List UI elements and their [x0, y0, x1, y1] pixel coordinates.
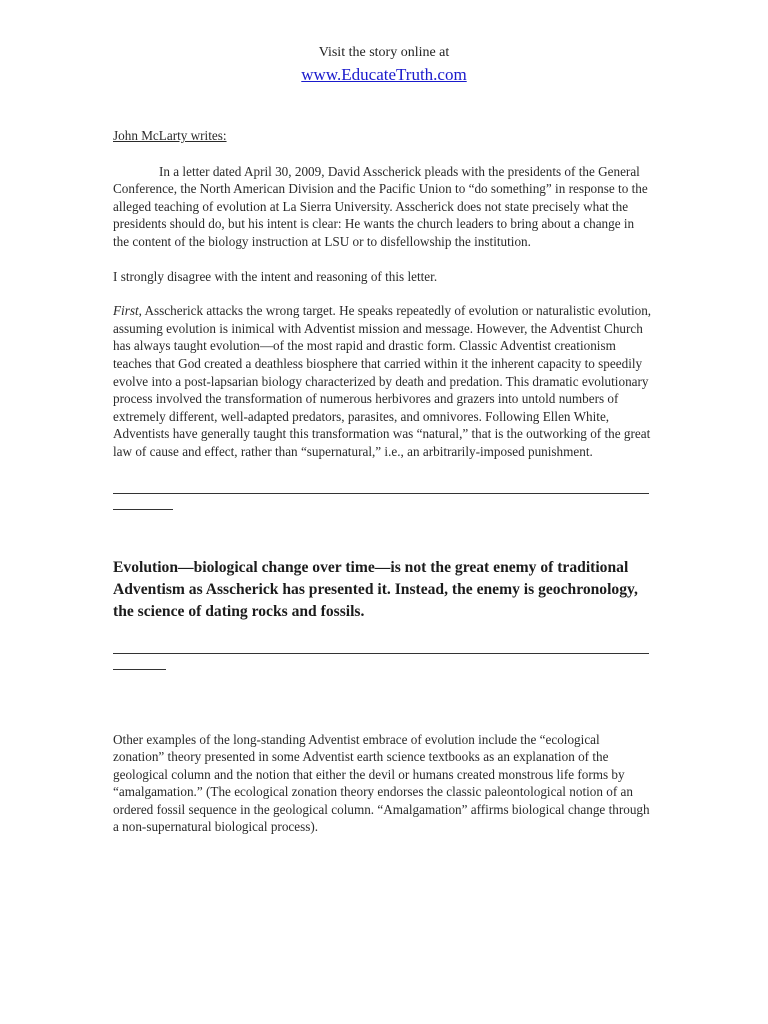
paragraph-1: In a letter dated April 30, 2009, David Asscherick pleads with the presidents of the General Conference, the North American Division and the Pacific Union to “do something” in response to the alleged teaching of evolution at La Sierra University. Asscherick does not state precisely what the presidents should do, but his intent is clear: He wants the church leaders to bring about a change in the content of the biology instruction at LSU or to disfellowship the institution. — [113, 163, 648, 249]
paragraph-3 — [113, 302, 653, 460]
header — [0, 44, 768, 86]
divider-line-short — [113, 669, 166, 670]
divider-bottom — [113, 653, 653, 679]
divider-line — [113, 493, 649, 494]
paragraph-3-lead: First — [113, 303, 139, 319]
divider-line — [113, 653, 649, 654]
pull-quote: Evolution—biological change over time—is not the great enemy of traditional Adventism as Asscherick has presented it. Instead, the enemy is geochronology, the science of dating rocks and fossils. — [113, 558, 638, 620]
site-link[interactable]: www.EducateTruth.com — [301, 65, 467, 84]
paragraph-2: I strongly disagree with the intent and reasoning of this letter. — [113, 268, 438, 284]
article-body — [113, 127, 653, 853]
divider-top — [113, 493, 653, 519]
paragraph-4: Other examples of the long-standing Adventist embrace of evolution include the “ecological zonation” theory presented in some Adventist earth science textbooks as an explanation of the geological column and the notion that either the devil or humans created monstrous life forms by “amalgamation.” (The ecological zonation theory endorses the classic paleontological notion of an ordered fossil sequence in the geological column. “Amalgamation” affirms biological change through a non-supernatural biological process). — [113, 731, 650, 835]
divider-line-short — [113, 509, 173, 510]
visit-text: Visit the story online at — [318, 45, 450, 60]
author-line: John McLarty writes: — [113, 128, 227, 143]
paragraph-3-rest: , Asscherick attacks the wrong target. He speaks repeatedly of evolution or naturalistic evolution, assuming evolution is inimical with Adventist mission and message. However, the Adventist Church has always taught evolution—of the most rapid and drastic form. Classic Adventist creationism teaches that God created a deathless biosphere that carried within it the inherent capacity to speedily evolve into a post-lapsarian biology characterized by death and predation. This dramatic evolutionary process involved the transformation of numerous herbivores and grazers into untold numbers of extremely different, well-adapted predators, parasites, and omnivores. Following Ellen White, Adventists have generally taught this transformation was “natural,” that is the outworking of the great law of cause and effect, rather than “supernatural,” i.e., an arbitrarily-imposed punishment. — [113, 303, 652, 459]
